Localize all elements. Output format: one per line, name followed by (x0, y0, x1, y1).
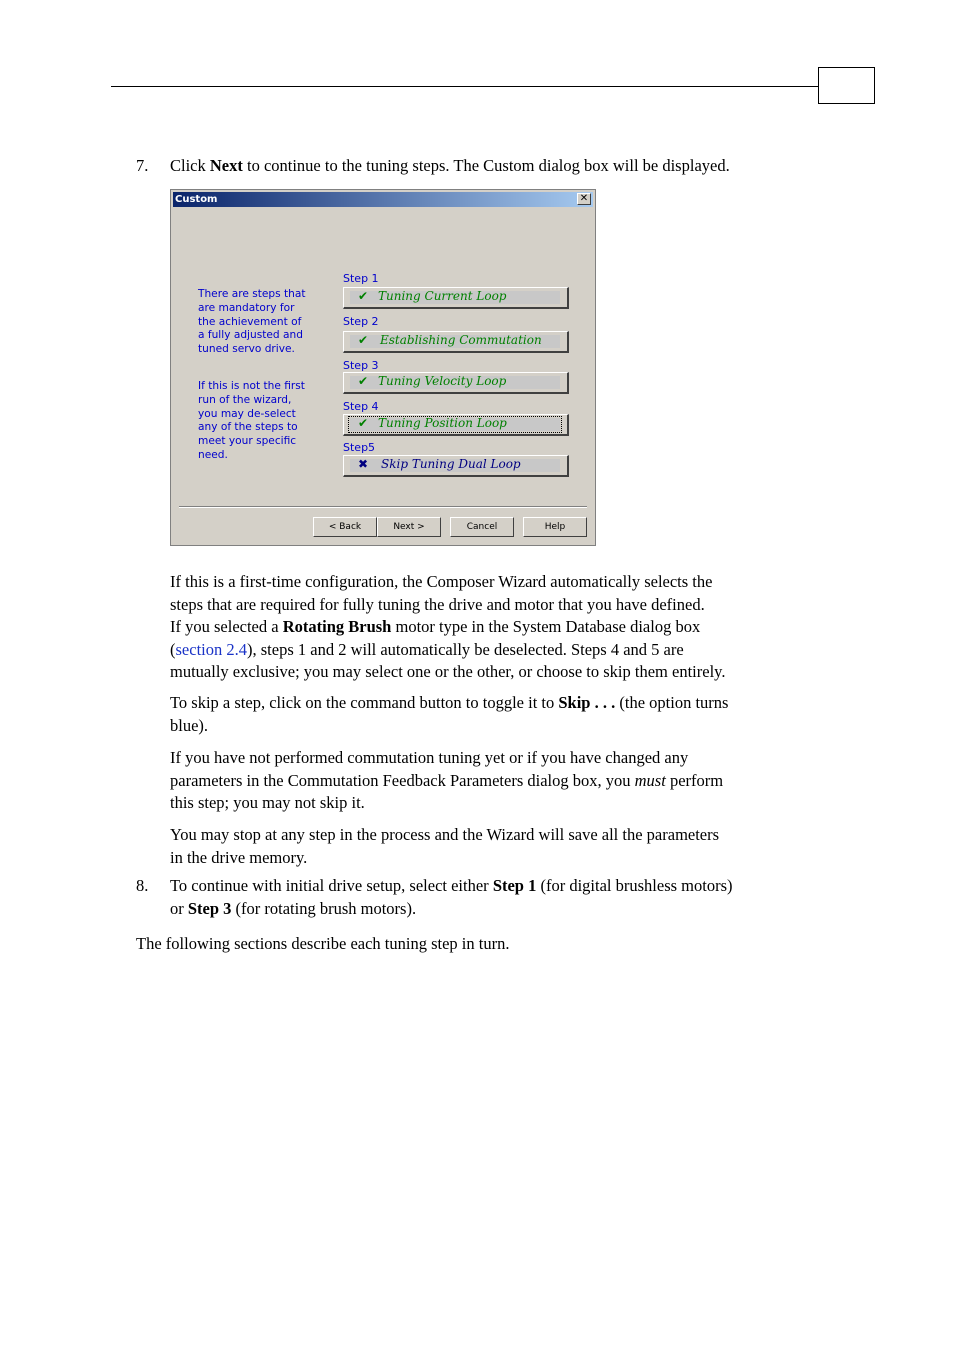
step-5-label: Step5 (343, 441, 376, 454)
info-line: meet your specific (198, 435, 297, 448)
step7-bold: Next (209, 156, 243, 175)
info-line: are mandatory for (198, 301, 295, 314)
para3-line2-italic: must (634, 770, 666, 790)
dialog-title: Custom (175, 194, 218, 205)
custom-dialog (170, 189, 596, 546)
checkmark-icon: ✔ (358, 289, 369, 303)
para1-line4-post: ), steps 1 and 2 will automatically be deselected. Steps 4 and 5 are (247, 639, 684, 659)
para2-pre: To skip a step, click on the command button to toggle it to (170, 693, 559, 712)
step-1-label: Step 1 (343, 272, 379, 285)
checkmark-icon: ✔ (358, 374, 369, 388)
para2-line1 (170, 692, 728, 715)
list-number-7: 7. (136, 156, 149, 175)
closing-sentence: The following sections describe each tuning step in turn. (136, 934, 510, 953)
step8-line2 (170, 898, 733, 921)
step8-mid: (for digital brushless motors) (536, 876, 733, 895)
step-5-button-label: Skip Tuning Dual Loop (381, 457, 521, 471)
para1-open-paren: ( (170, 639, 176, 659)
step8-bold1: Step 1 (492, 876, 537, 895)
para1-line3-pre: If you selected a (170, 617, 283, 636)
step-3-button[interactable] (343, 372, 569, 394)
step-4-label: Step 4 (343, 400, 379, 413)
para2-line2: blue). (170, 715, 209, 735)
step7-text (170, 155, 730, 178)
dialog-titlebar (173, 192, 593, 207)
info-line: need. (198, 448, 228, 461)
para4-line2: in the drive memory. (170, 847, 308, 867)
para1-line3-post: motor type in the System Database dialog box (391, 617, 701, 636)
para1-line4 (170, 639, 725, 662)
step8-pre: To continue with initial drive setup, select either (170, 876, 493, 895)
para4-line1: You may stop at any step in the process and the Wizard will save all the parameters (170, 825, 720, 844)
cancel-button[interactable]: Cancel (450, 517, 514, 537)
para3-line2-pre: parameters in the Commutation Feedback Parameters dialog box, you (170, 770, 635, 790)
step8-text (170, 875, 733, 920)
list-number-8: 8. (136, 876, 149, 895)
info-line: you may de-select (198, 407, 296, 420)
para1-line2: steps that are required for fully tuning the drive and motor that you have defined. (170, 594, 705, 614)
para1-line1: If this is a first-time configuration, the Composer Wizard automatically selects the (170, 572, 713, 591)
para2-bold: Skip . . . (558, 693, 616, 712)
step-5-button[interactable] (343, 455, 569, 477)
step-2-button-label: Establishing Commutation (380, 333, 542, 347)
paragraph-commutation (170, 747, 723, 815)
step-4-button[interactable] (343, 414, 569, 436)
separator-light (179, 507, 587, 508)
page-number-box (818, 67, 875, 104)
para3-line2-post: perform (665, 770, 724, 790)
step8-line1 (170, 875, 733, 898)
step-1-button-label: Tuning Current Loop (378, 289, 507, 303)
info-text-deselect (198, 380, 305, 463)
step-4-button-label: Tuning Position Loop (378, 416, 507, 430)
next-button[interactable]: Next > (377, 517, 441, 537)
info-text-mandatory (198, 288, 306, 357)
para1-line5: mutually exclusive; you may select one or the other, or choose to skip them entirely. (170, 662, 726, 681)
step-3-label: Step 3 (343, 359, 379, 372)
step-2-button[interactable] (343, 331, 569, 353)
para1-line3-bold: Rotating Brush (282, 617, 392, 636)
checkmark-icon: ✔ (358, 333, 369, 347)
close-icon[interactable]: ✕ (577, 193, 591, 205)
para2-post: (the option turns (615, 693, 729, 712)
help-button[interactable]: Help (523, 517, 587, 537)
step8-line2-post: (for rotating brush motors). (231, 898, 417, 918)
info-line: If this is not the first (198, 380, 305, 392)
header-rule (111, 86, 819, 87)
info-line: run of the wizard, (198, 393, 292, 406)
paragraph-stop (170, 824, 719, 869)
info-line: the achievement of (198, 315, 302, 328)
cross-icon: ✖ (358, 457, 369, 471)
info-line: any of the steps to (198, 421, 298, 434)
step7-pre: Click (170, 156, 210, 175)
step-1-button[interactable] (343, 287, 569, 309)
step8-bold2: Step 3 (187, 898, 232, 918)
step7-post: to continue to the tuning steps. The Custom dialog box will be displayed. (242, 156, 730, 175)
para1-line3 (170, 616, 725, 639)
section-link[interactable]: section 2.4 (175, 639, 247, 659)
checkmark-icon: ✔ (358, 416, 369, 430)
para3-line1: If you have not performed commutation tuning yet or if you have changed any (170, 748, 689, 767)
info-line: a fully adjusted and (198, 329, 303, 342)
info-line: tuned servo drive. (198, 343, 295, 356)
para3-line2 (170, 770, 723, 793)
back-button[interactable]: < Back (313, 517, 377, 537)
para3-line3: this step; you may not skip it. (170, 793, 365, 812)
step8-line2-pre: or (170, 898, 188, 918)
step-3-button-label: Tuning Velocity Loop (378, 374, 507, 388)
paragraph-first-time (170, 571, 725, 684)
paragraph-skip-step (170, 692, 728, 737)
info-line: There are steps that (198, 288, 306, 300)
step-2-label: Step 2 (343, 315, 379, 328)
